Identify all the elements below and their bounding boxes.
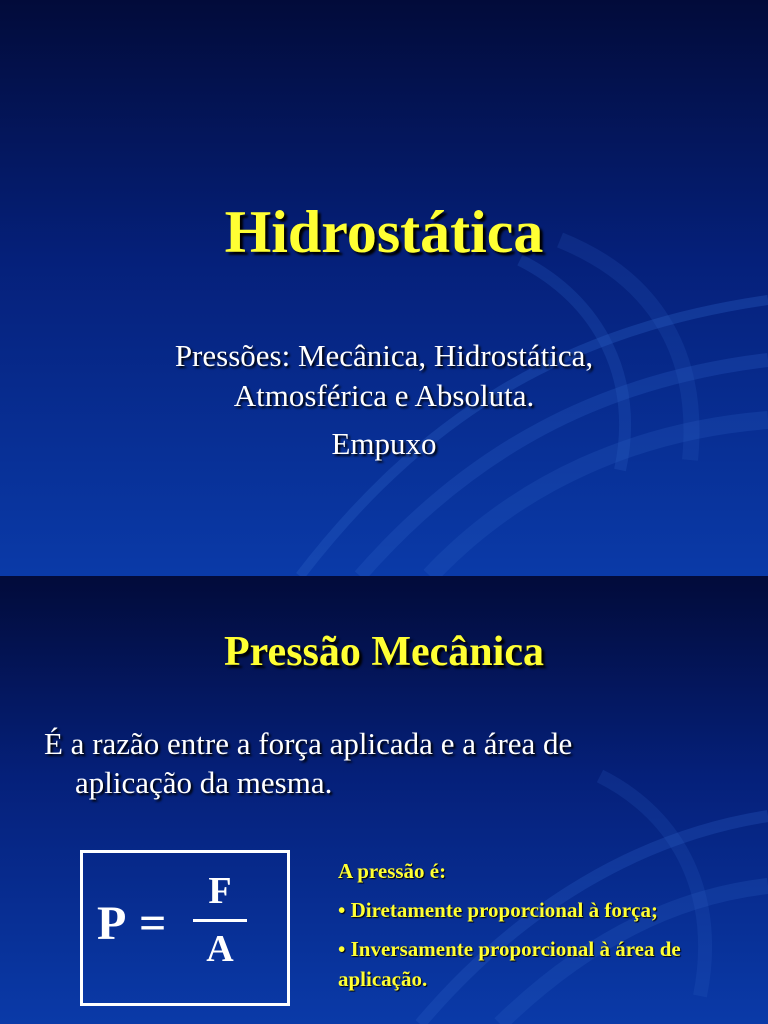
pressure-properties <box>338 856 698 994</box>
fraction-bar <box>193 919 247 922</box>
properties-heading: A pressão é: <box>338 859 447 883</box>
subtitle-line: Pressões: Mecânica, Hidrostática, <box>174 338 594 373</box>
subtitle-empuxo: Empuxo <box>331 426 437 461</box>
definition-line: É a razão entre a força aplicada e a área de <box>44 726 573 761</box>
formula-lhs: P <box>97 897 127 950</box>
slide-title: Pressão Mecânica <box>224 629 544 675</box>
definition-text <box>44 724 664 802</box>
slide-subtitle <box>0 336 768 416</box>
formula-denominator: A <box>206 928 234 970</box>
property-item: • Inversamente proporcional à área de aplicação. <box>338 937 681 991</box>
pressure-formula <box>80 850 290 1006</box>
formula-equals: = <box>139 897 167 950</box>
property-item: • Diretamente proporcional à força; <box>338 898 658 922</box>
definition-line: aplicação da mesma. <box>75 765 333 800</box>
content-slide <box>0 576 768 1024</box>
subtitle-line: Atmosférica e Absoluta. <box>233 378 535 413</box>
formula-numerator: F <box>208 870 232 912</box>
slide-title: Hidrostática <box>224 199 544 265</box>
